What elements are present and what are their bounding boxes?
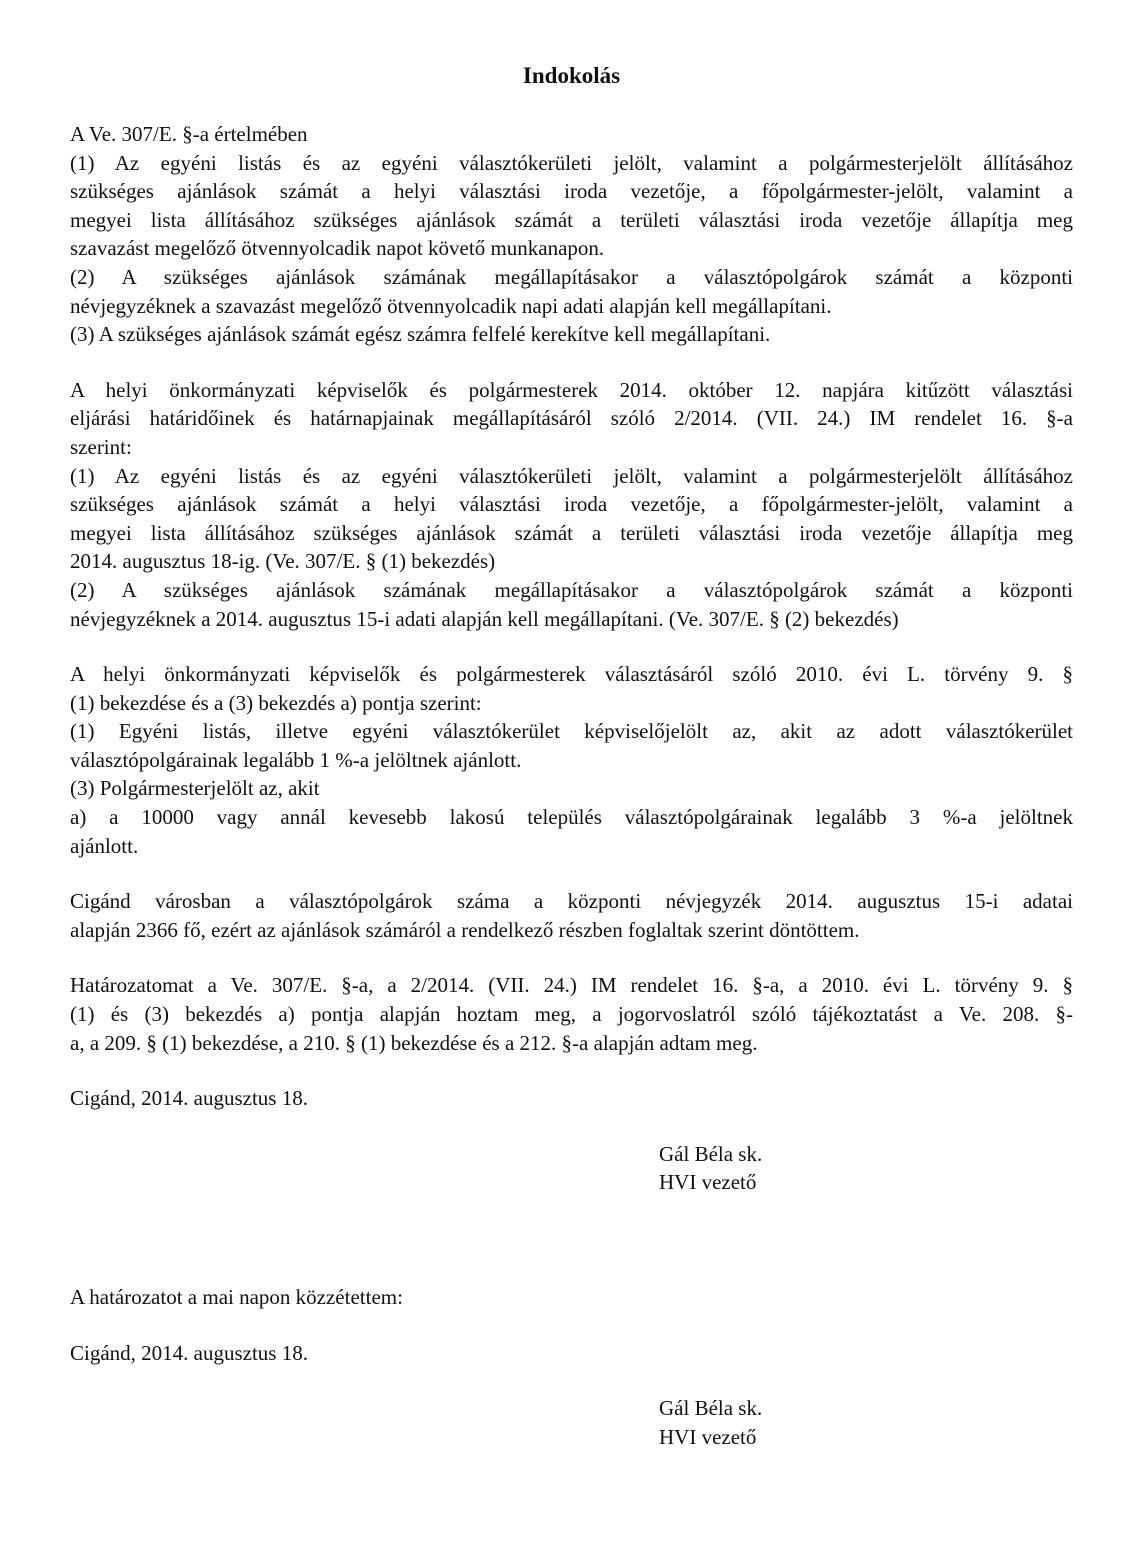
paragraph-line: 2014. augusztus 18-ig. (Ve. 307/E. § (1) bekezdés) — [70, 549, 496, 574]
paragraph-line: (1) Az egyéni listás és az egyéni választókerületi jelölt, valamint a polgármesterjelölt állításához — [70, 463, 1073, 488]
document-page — [70, 62, 1073, 1451]
paragraph-line: névjegyzéknek a szavazást megelőző ötvennyolcadik napi adati alapján kell megállapítani. — [70, 293, 832, 318]
paragraph-gap — [70, 860, 1073, 887]
signature-block — [659, 1140, 1073, 1197]
paragraph-line: választópolgárainak legalább 1 %-a jelöltnek ajánlott. — [70, 747, 522, 772]
paragraph-line: Határozatomat a Ve. 307/E. §-a, a 2/2014. (VII. 24.) IM rendelet 16. §-a, a 2010. évi L. törvény 9. § — [70, 973, 1073, 998]
paragraph-line: (2) A szükséges ajánlások számának megállapításakor a választópolgárok számát a központi — [70, 577, 1073, 602]
paragraph-line: (3) A szükséges ajánlások számát egész számra felfelé kerekítve kell megállapítani. — [70, 322, 771, 347]
publication-note: A határozatot a mai napon közzétettem: — [70, 1285, 403, 1309]
paragraph-line: ajánlott. — [70, 833, 139, 858]
section-im-rendelet — [70, 376, 1073, 633]
paragraph-line: Cigánd városban a választópolgárok száma a központi névjegyzék 2014. augusztus 15-i adatai — [70, 889, 1073, 914]
paragraph-line: megyei lista állításához szükséges ajánlások számát a területi választási iroda vezetője állapítja meg — [70, 207, 1073, 232]
paragraph-line: szükséges ajánlások számát a helyi választási iroda vezetője, a főpolgármester-jelölt, valamint a — [70, 179, 1073, 204]
paragraph-gap — [70, 1057, 1073, 1084]
paragraph-line: a) a 10000 vagy annál kevesebb lakosú település választópolgárainak legalább 3 %-a jelöltnek — [70, 805, 1073, 830]
paragraph-line: (1) és (3) bekezdés a) pontja alapján hoztam meg, a jogorvoslatról szóló tájékoztatást a Ve. 208. §- — [70, 1002, 1073, 1027]
paragraph-gap — [70, 633, 1073, 660]
place-date: Cigánd, 2014. augusztus 18. — [70, 1340, 308, 1365]
paragraph-line: a, a 209. § (1) bekezdése, a 210. § (1) bekezdése és a 212. §-a alapján adtam meg. — [70, 1030, 758, 1055]
paragraph-line: A Ve. 307/E. §-a értelmében — [70, 122, 308, 146]
paragraph-gap — [70, 349, 1073, 376]
signatory-role: HVI vezető — [659, 1424, 757, 1449]
paragraph-line: (1) Egyéni listás, illetve egyéni választókerület képviselőjelölt az, akit az adott választókerület — [70, 719, 1073, 744]
paragraph-gap — [70, 944, 1073, 971]
signature-block — [659, 1394, 1073, 1451]
paragraph-line: (2) A szükséges ajánlások számának megállapításakor a választópolgárok számát a központi — [70, 264, 1073, 289]
paragraph-line: szerint: — [70, 434, 132, 459]
paragraph-line: A helyi önkormányzati képviselők és polgármesterek választásáról szóló 2010. évi L. törvény 9. § — [70, 662, 1073, 687]
section-ve-307e — [70, 120, 1073, 349]
section-legal-basis — [70, 971, 1073, 1057]
paragraph-line: eljárási határidőinek és határnapjainak megállapításáról szóló 2/2014. (VII. 24.) IM rendelet 16. §-a — [70, 406, 1073, 431]
paragraph-line: alapján 2366 fő, ezért az ajánlások számáról a rendelkező részben foglaltak szerint döntöttem. — [70, 917, 860, 942]
paragraph-line: (1) bekezdése és a (3) bekezdés a) pontja szerint: — [70, 690, 482, 715]
paragraph-gap — [70, 1113, 1073, 1140]
paragraph-line: (3) Polgármesterjelölt az, akit — [70, 776, 320, 801]
paragraph-gap — [70, 1312, 1073, 1339]
signatory-name: Gál Béla sk. — [659, 1396, 763, 1421]
place-date: Cigánd, 2014. augusztus 18. — [70, 1086, 308, 1111]
signatory-name: Gál Béla sk. — [659, 1141, 763, 1166]
signatory-role: HVI vezető — [659, 1170, 757, 1195]
section-2010-torveny — [70, 660, 1073, 860]
paragraph-line: névjegyzéknek a 2014. augusztus 15-i adati alapján kell megállapítani. (Ve. 307/E. § (2) bekezdés) — [70, 606, 899, 631]
paragraph-gap — [70, 1367, 1073, 1394]
section-cigand-voters — [70, 887, 1073, 944]
paragraph-gap — [70, 1197, 1073, 1283]
document-title: Indokolás — [522, 63, 621, 88]
paragraph-line: A helyi önkormányzati képviselők és polgármesterek 2014. október 12. napjára kitűzött választási — [70, 377, 1073, 402]
paragraph-line: szavazást megelőző ötvennyolcadik napot követő munkanapon. — [70, 236, 605, 261]
paragraph-line: (1) Az egyéni listás és az egyéni választókerületi jelölt, valamint a polgármesterjelölt állításához — [70, 150, 1073, 175]
paragraph-line: megyei lista állításához szükséges ajánlások számát a területi választási iroda vezetője állapítja meg — [70, 520, 1073, 545]
paragraph-line: szükséges ajánlások számát a helyi választási iroda vezetője, a főpolgármester-jelölt, valamint a — [70, 492, 1073, 517]
